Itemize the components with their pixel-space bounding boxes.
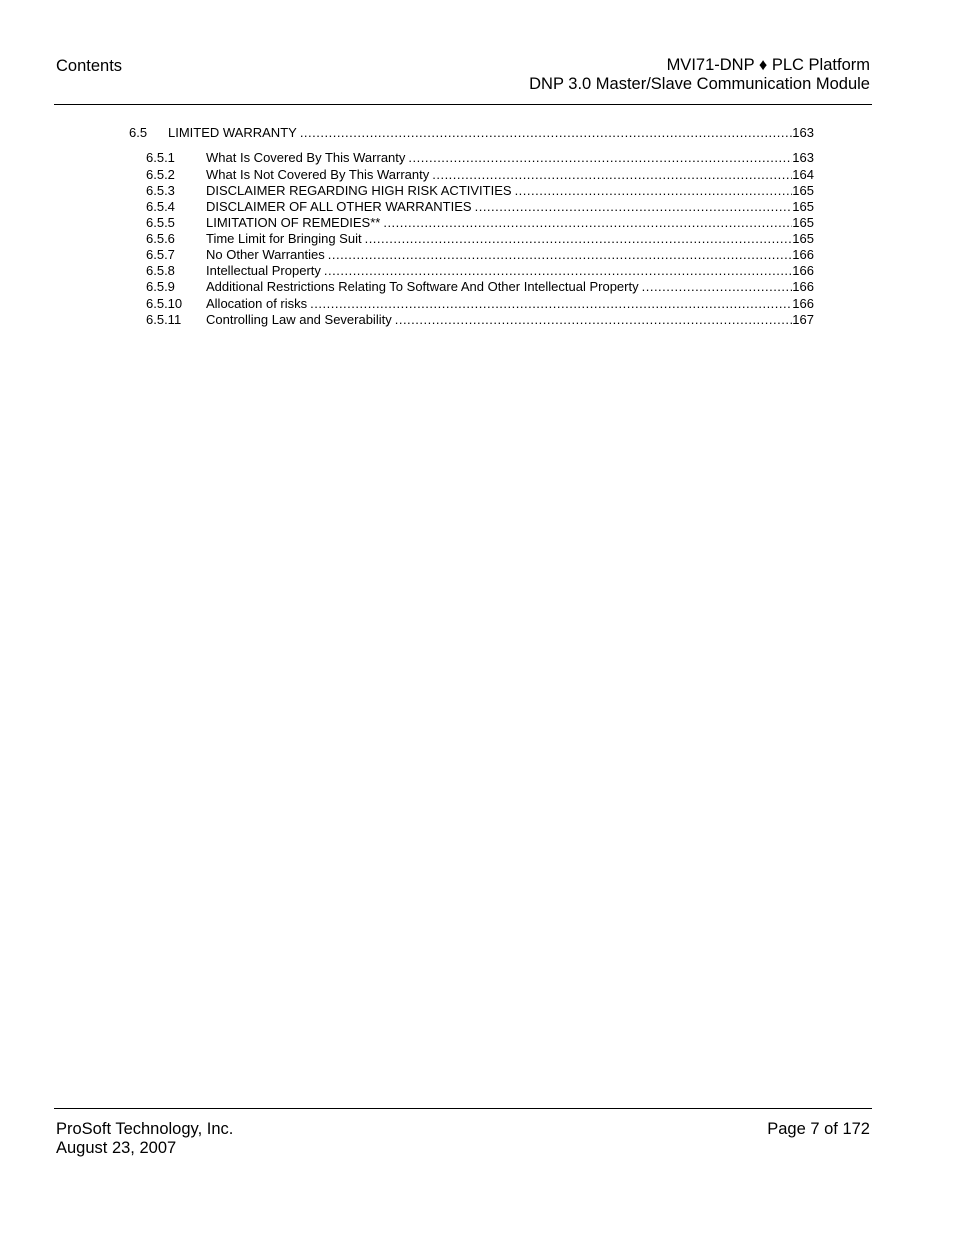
toc-item-page: 167 <box>792 312 814 327</box>
toc-dot-leader <box>512 183 793 199</box>
toc-item-title: DISCLAIMER OF ALL OTHER WARRANTIES <box>206 199 472 214</box>
toc-item-entry <box>206 312 814 328</box>
toc-item-6-5-2[interactable] <box>146 167 814 183</box>
toc-item-page: 165 <box>792 231 814 246</box>
toc-item-entry <box>206 167 814 183</box>
toc-item-entry <box>206 215 814 231</box>
toc-section-number: 6.5 <box>129 125 148 140</box>
toc-item-number: 6.5.9 <box>146 279 175 294</box>
toc-item-title: What Is Covered By This Warranty <box>206 150 406 165</box>
footer-page-number: Page 7 of 172 <box>767 1120 870 1138</box>
toc-section-title: LIMITED WARRANTY <box>168 125 297 140</box>
header-product-line: MVI71-DNP ♦ PLC Platform <box>666 56 870 74</box>
toc-dot-leader <box>321 263 792 279</box>
footer-date: August 23, 2007 <box>56 1139 177 1157</box>
toc-dot-leader <box>362 231 793 247</box>
toc-item-page: 165 <box>792 215 814 230</box>
toc-item-title: What Is Not Covered By This Warranty <box>206 167 430 182</box>
toc-item-page: 164 <box>792 167 814 182</box>
toc-item-6-5-8[interactable] <box>146 263 814 279</box>
toc-item-number: 6.5.7 <box>146 247 175 262</box>
header-section-title: Contents <box>56 57 123 75</box>
toc-item-entry <box>206 296 814 312</box>
toc-item-page: 165 <box>792 183 814 198</box>
toc-item-entry <box>206 263 814 279</box>
toc-item-6-5-9[interactable] <box>146 279 814 295</box>
toc-item-6-5-3[interactable] <box>146 183 814 199</box>
toc-item-entry <box>206 231 814 247</box>
toc-item-number: 6.5.5 <box>146 215 175 230</box>
toc-dot-leader <box>307 296 792 312</box>
toc-item-page: 166 <box>792 296 814 311</box>
toc-item-number: 6.5.1 <box>146 150 175 165</box>
footer-publisher <box>56 1120 233 1158</box>
toc-item-entry <box>206 199 814 215</box>
toc-item-number: 6.5.10 <box>146 296 183 311</box>
toc-item-page: 166 <box>792 263 814 278</box>
toc-dot-leader <box>472 199 793 215</box>
toc-item-page: 166 <box>792 279 814 294</box>
toc-item-title: Additional Restrictions Relating To Software And Other Intellectual Property <box>206 279 639 294</box>
toc-item-6-5-10[interactable] <box>146 296 814 312</box>
header-product <box>529 56 870 94</box>
header-product-name: DNP 3.0 Master/Slave Communication Module <box>529 75 870 93</box>
toc-item-entry <box>206 279 814 295</box>
toc-section-page: 163 <box>792 125 814 140</box>
toc-dot-leader <box>392 312 793 328</box>
toc-item-6-5-7[interactable] <box>146 247 814 263</box>
toc-item-number: 6.5.3 <box>146 183 175 198</box>
toc-item-6-5-4[interactable] <box>146 199 814 215</box>
toc-item-title: Allocation of risks <box>206 296 308 311</box>
toc-section-entry <box>168 125 814 141</box>
toc-item-number: 6.5.2 <box>146 167 175 182</box>
header-divider <box>54 104 872 105</box>
toc-item-number: 6.5.6 <box>146 231 175 246</box>
toc-item-title: Intellectual Property <box>206 263 321 278</box>
toc-item-page: 166 <box>792 247 814 262</box>
toc-dot-leader <box>325 247 793 263</box>
toc-item-6-5-1[interactable] <box>146 150 814 166</box>
toc-item-title: No Other Warranties <box>206 247 325 262</box>
toc-item-title: Controlling Law and Severability <box>206 312 392 327</box>
toc-section-6-5[interactable] <box>129 125 814 141</box>
toc-item-entry <box>206 183 814 199</box>
toc-dot-leader <box>405 150 792 166</box>
toc-item-title: LIMITATION OF REMEDIES** <box>206 215 381 230</box>
toc-item-6-5-11[interactable] <box>146 312 814 328</box>
toc-item-entry <box>206 150 814 166</box>
toc-item-title: DISCLAIMER REGARDING HIGH RISK ACTIVITIES <box>206 183 512 198</box>
footer-divider <box>54 1108 872 1109</box>
toc-item-number: 6.5.11 <box>146 312 182 327</box>
toc-item-page: 163 <box>792 150 814 165</box>
toc-item-6-5-6[interactable] <box>146 231 814 247</box>
toc-item-page: 165 <box>792 199 814 214</box>
toc-dot-leader <box>297 125 792 141</box>
toc-dot-leader <box>429 167 792 183</box>
toc-item-number: 6.5.8 <box>146 263 175 278</box>
toc-item-number: 6.5.4 <box>146 199 175 214</box>
toc-item-entry <box>206 247 814 263</box>
toc-item-6-5-5[interactable] <box>146 215 814 231</box>
footer-company: ProSoft Technology, Inc. <box>56 1120 234 1138</box>
toc-item-title: Time Limit for Bringing Suit <box>206 231 362 246</box>
toc-dot-leader <box>380 215 792 231</box>
toc-dot-leader <box>639 279 793 295</box>
